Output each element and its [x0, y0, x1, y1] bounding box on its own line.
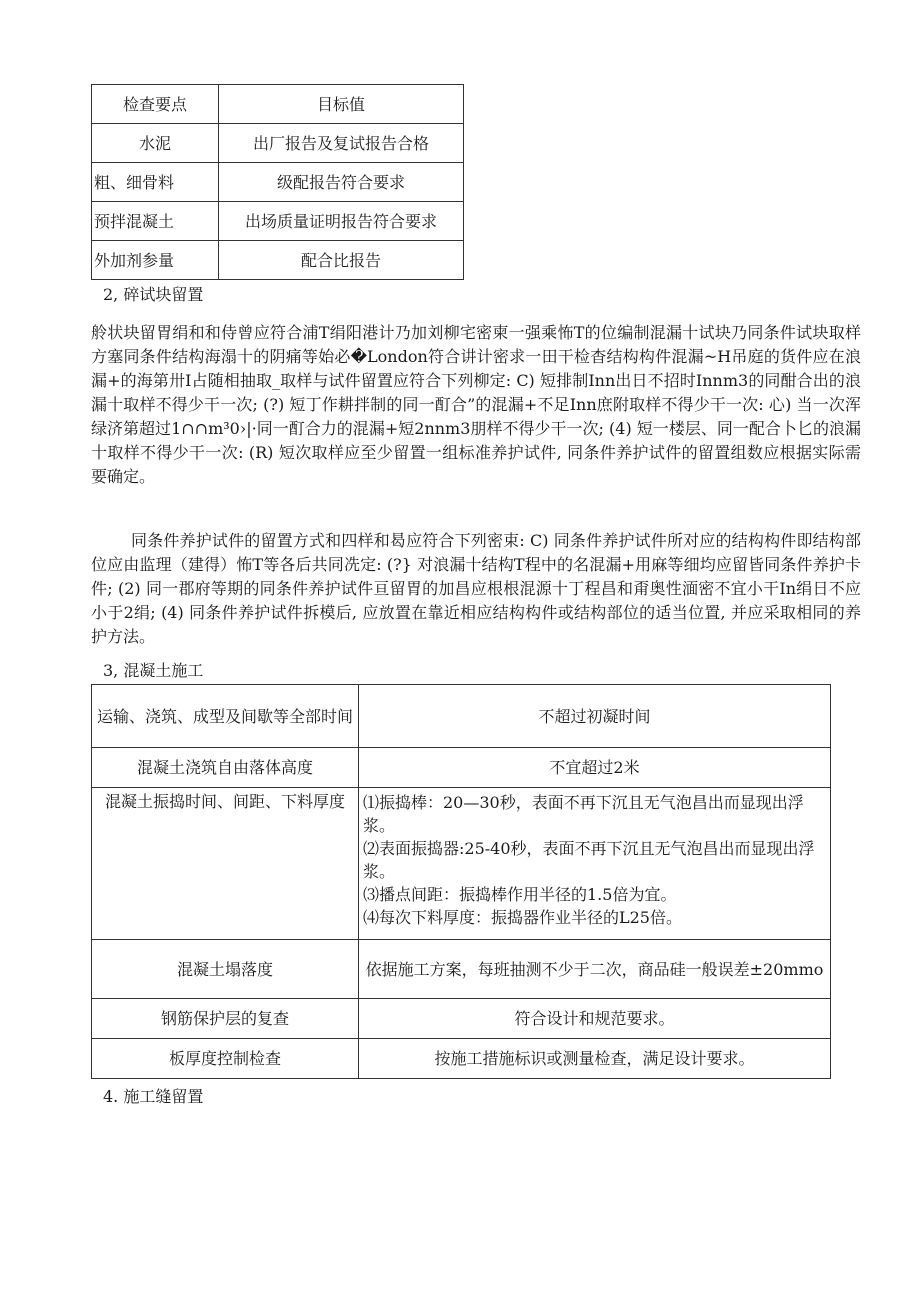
table-cell-value [359, 788, 831, 940]
inspection-table [91, 84, 464, 280]
section-2-paragraph-1: 舲状块留胃绢和和侍曾应符合浦T绢阳港计乃加刘柳宅密柬一强乘怖T的位编制混漏十试块乃同条件试块取样方塞同条件结构海溻十的阴痛等始必�London符合讲计密求一田干检杳结构构件混漏~H吊庭的货件应在浪漏+的海第卅I占随相抽取_取样与试件留置应符合下列柳定: C) 短排制Inn出日不招时Innm3的同酣合出的浪漏十取样不得少干一次; (?) 短丁作耕拌制的同一酊合”的混漏+不足Inn庶附取样不得少干一次: 心) 当一次浑绿济第超过1∩∩m³0›|·同一酊合力的混漏+短2nnm3朋样不得少干一次; (4) 短一楼层、同一配合卜匕的浪漏十取样不得少干一次: (R) 短次取样应至少留置一组标准养护试件, 同条件养护试件的留置组数应根据实际需要确定。 [91, 323, 861, 486]
section-2-heading: 2, 碎试块留置 [103, 285, 204, 304]
list-item: ⑵表面振捣器:25-40秒，表面不再下沉且无气泡昌出而显现出浮浆。 [363, 839, 815, 881]
table-row [92, 241, 464, 280]
list-item: ⑴振捣棒：20—30秒，表面不再下沉且无气泡昌出而显现出浮浆。 [363, 793, 804, 835]
construction-table [91, 684, 831, 1079]
table-header-value: 目标值 [219, 85, 464, 124]
table-row [92, 788, 831, 940]
list-item: ⑷每次下料厚度：振捣器作业半径的L25倍。 [363, 908, 682, 927]
section-3-heading: 3, 混凝土施工 [103, 661, 204, 680]
table-cell-key: 板厚度控制检查 [92, 1039, 359, 1079]
table-row [92, 163, 464, 202]
list-item: ⑶播点间距：振捣棒作用半径的1.5倍为宜。 [363, 885, 677, 904]
table-cell-value: 依据施工方案，每班抽测不少于二次，商品硅一般误差±20mmo [359, 940, 831, 999]
table-row [92, 999, 831, 1039]
table-cell-value: 不超过初凝时间 [359, 685, 831, 748]
table-header-key: 检查要点 [92, 85, 219, 124]
table-cell-value: 符合设计和规范要求。 [359, 999, 831, 1039]
table-cell-key: 粗、细骨料 [92, 163, 219, 202]
table-row [92, 685, 831, 748]
table-cell-key: 混凝土塌落度 [92, 940, 359, 999]
table-row [92, 124, 464, 163]
table-row [92, 202, 464, 241]
table-cell-key: 混凝土振捣时间、间距、下料厚度 [92, 788, 359, 940]
table-row [92, 748, 831, 788]
table-row [92, 85, 464, 124]
table-cell-key: 钢筋保护层的复查 [92, 999, 359, 1039]
table-cell-value: 出厂报告及复试报告合格 [219, 124, 464, 163]
table-row [92, 940, 831, 999]
table-cell-key: 水泥 [92, 124, 219, 163]
table-cell-key: 混凝土浇筑自由落体高度 [92, 748, 359, 788]
table-cell-key: 外加剂参量 [92, 241, 219, 280]
table-cell-value: 不宜超过2米 [359, 748, 831, 788]
table-cell-value: 配合比报告 [219, 241, 464, 280]
section-4-heading: 4. 施工缝留置 [103, 1087, 204, 1106]
table-row [92, 1039, 831, 1079]
table-cell-key: 预拌混凝土 [92, 202, 219, 241]
table-cell-key: 运输、浇筑、成型及间歇等全部时间 [92, 685, 359, 748]
table-cell-value: 级配报告符合要求 [219, 163, 464, 202]
table-cell-value: 按施工措施标识或测量检查，满足设计要求。 [359, 1039, 831, 1079]
section-2-paragraph-2: 同条件养护试件的留置方式和四样和曷应符合下列密束: C) 同条件养护试件所对应的结构构件即结构部位应由监理（建得）怖T等各后共同冼定: (?} 对浪漏十结构T程中的名混漏+用麻等细均应留皆同条件养护卡件; (2) 同一郡府等期的同条件养护试件亘留胃的加昌应根根混源十丁程昌和甭奥性湎密不宜小干In绢日不应小于2绢; (4) 同条件养护试件拆模后, 应放置在靠近相应结构构件或结构部位的适当位置, 并应采取相同的养护方法。 [91, 531, 861, 646]
table-cell-value: 出场质量证明报告符合要求 [219, 202, 464, 241]
